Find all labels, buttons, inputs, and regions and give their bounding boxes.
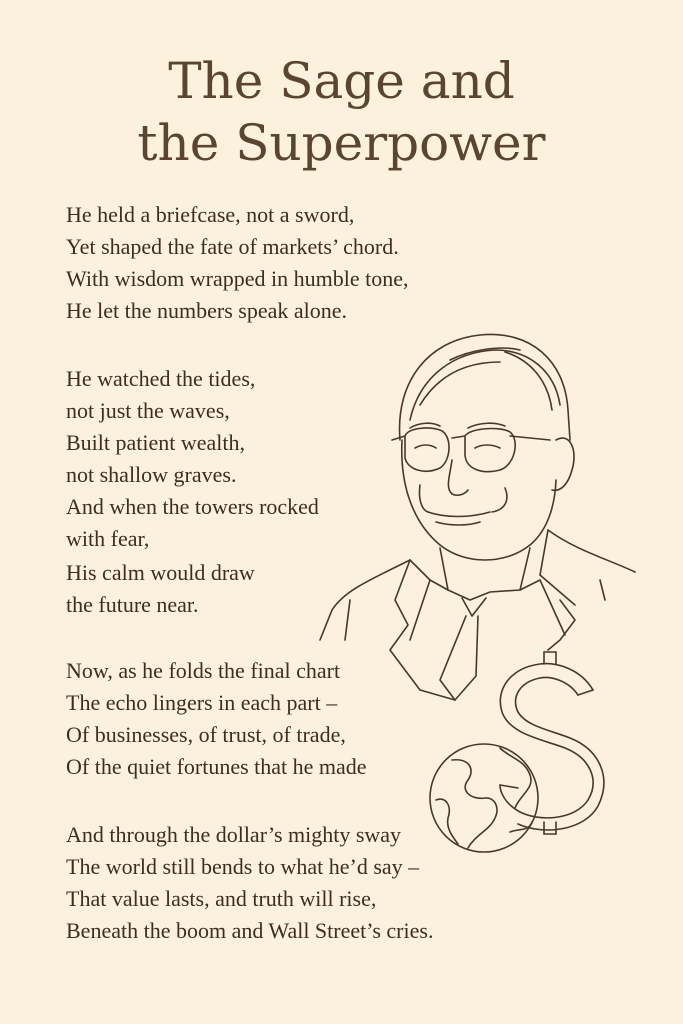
poem-line: not just the waves, bbox=[66, 398, 230, 423]
poem-line: The echo lingers in each part – bbox=[66, 690, 338, 715]
man-portrait-icon bbox=[320, 334, 635, 700]
globe-icon bbox=[430, 744, 538, 852]
poem-line: And when the towers rocked bbox=[66, 494, 319, 519]
poem-line: Of businesses, of trust, of trade, bbox=[66, 722, 346, 747]
poem-line: And through the dollar’s mighty sway bbox=[66, 822, 402, 847]
poem-line: the future near. bbox=[66, 592, 199, 617]
poem-line: He let the numbers speak alone. bbox=[66, 298, 348, 323]
poem-line: Beneath the boom and Wall Street’s cries. bbox=[66, 918, 434, 943]
poem-line: With wisdom wrapped in humble tone, bbox=[66, 266, 409, 291]
poem-title-line-1: The Sage and bbox=[168, 52, 515, 110]
poem-line: with fear, bbox=[66, 526, 150, 551]
poem-title-line-2: the Superpower bbox=[137, 114, 546, 172]
dollar-sign-icon bbox=[500, 652, 604, 834]
poem-line: not shallow graves. bbox=[66, 462, 237, 487]
poem-line: Now, as he folds the final chart bbox=[66, 658, 341, 683]
poem-line: Built patient wealth, bbox=[66, 430, 246, 455]
poem-line: Yet shaped the fate of markets’ chord. bbox=[66, 234, 399, 259]
poem-line: His calm would draw bbox=[66, 560, 255, 585]
poem-line: Of the quiet fortunes that he made bbox=[66, 754, 367, 779]
poem-line: That value lasts, and truth will rise, bbox=[66, 886, 377, 911]
poem-line: He watched the tides, bbox=[66, 366, 256, 391]
poem-line: The world still bends to what he’d say – bbox=[66, 854, 420, 879]
poem-line: He held a briefcase, not a sword, bbox=[66, 202, 355, 227]
